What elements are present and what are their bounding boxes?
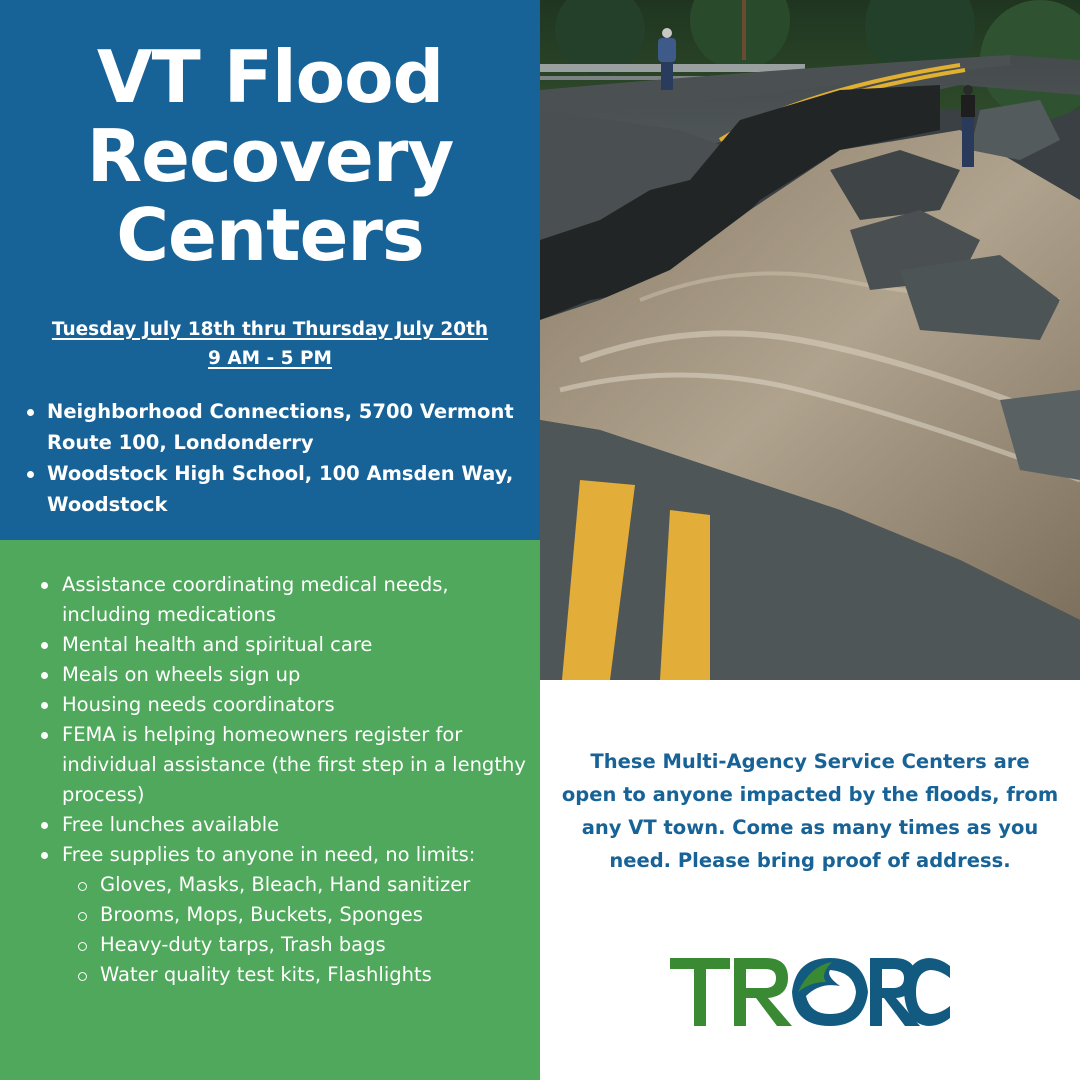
flood-road-image [540,0,1080,680]
service-item: Mental health and spiritual care [62,630,532,660]
location-item: Woodstock High School, 100 Amsden Way, Woodstock [47,458,517,520]
service-item: Housing needs coordinators [62,690,532,720]
supply-item: Brooms, Mops, Buckets, Sponges [100,900,532,930]
service-item: FEMA is helping homeowners register for individual assistance (the first step in a lengthy process) [62,720,532,810]
location-item: Neighborhood Connections, 5700 Vermont Route 100, Londonderry [47,396,517,458]
title-line-2: Recovery [86,114,454,198]
schedule-hours: 9 AM - 5 PM [208,348,332,369]
supply-item: Heavy-duty tarps, Trash bags [100,930,532,960]
info-note: These Multi-Agency Service Centers are open to anyone impacted by the floods, from any VT town. Come as many times as you need. Please bring proof of address. [561,750,1059,872]
supplies-list [100,870,532,990]
services-panel [0,540,540,1080]
supply-item: Water quality test kits, Flashlights [100,960,532,990]
service-item-supplies [62,840,532,990]
service-item: Free lunches available [62,810,532,840]
service-item: Assistance coordinating medical needs, including medications [62,570,532,630]
flood-photo [540,0,1080,680]
title-line-3: Centers [116,193,424,277]
supply-item: Gloves, Masks, Bleach, Hand sanitizer [100,870,532,900]
service-item: Meals on wheels sign up [62,660,532,690]
info-panel [540,680,1080,1080]
title-line-1: VT Flood [96,35,444,119]
service-item-label: Free supplies to anyone in need, no limits: [62,843,476,866]
schedule-dates: Tuesday July 18th thru Thursday July 20th [51,319,489,340]
services-list [62,570,532,990]
header-panel [0,0,540,540]
page-title [0,35,540,277]
schedule [0,315,540,373]
trorc-logo [670,952,950,1032]
locations-list [47,396,517,520]
